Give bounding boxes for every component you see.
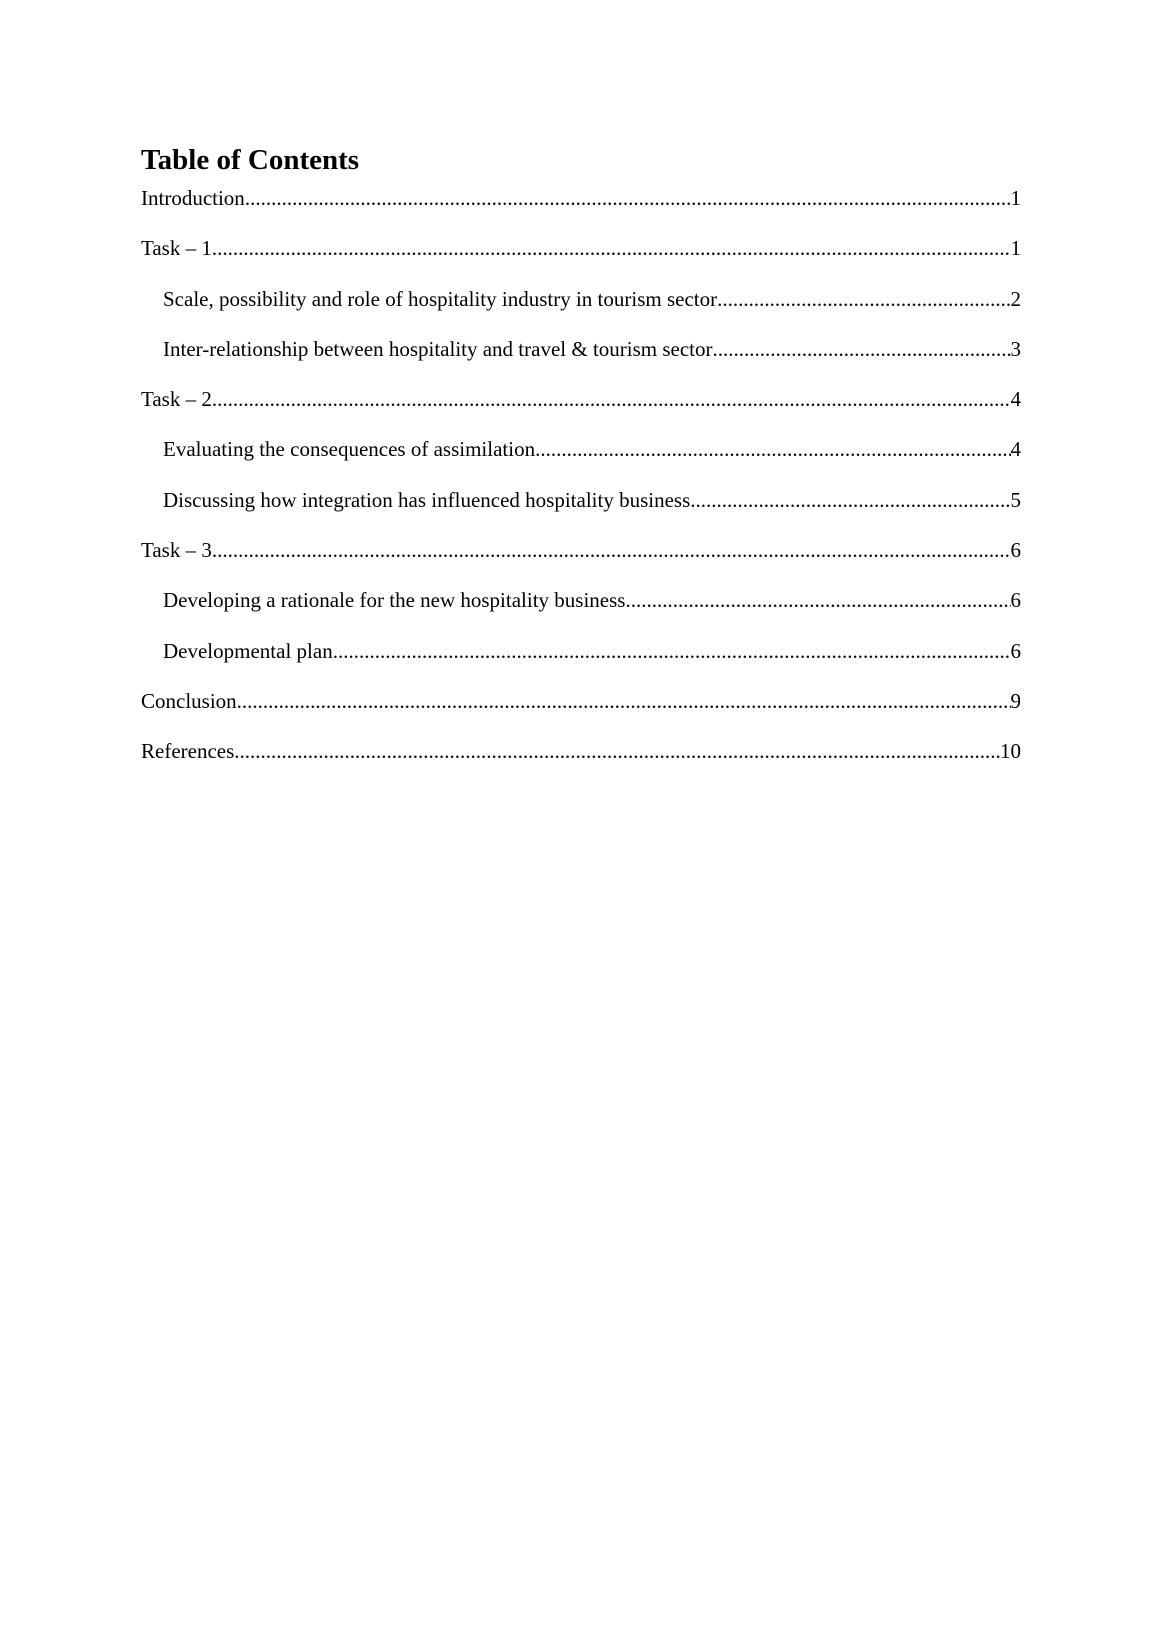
toc-leader — [333, 638, 1011, 664]
toc-entry-text: Task – 1 — [141, 236, 212, 261]
toc-entry-text: References — [141, 739, 235, 764]
toc-entry-text: Task – 2 — [141, 387, 212, 412]
toc-leader — [690, 487, 1010, 513]
toc-entry-discussing-integration[interactable] — [141, 487, 1021, 537]
toc-leader — [625, 587, 1010, 613]
toc-entry-page: 6 — [1010, 638, 1021, 663]
toc-entry-introduction[interactable] — [141, 185, 1021, 235]
toc-entry-developing-rationale[interactable] — [141, 587, 1021, 637]
toc-entry-page: 3 — [1010, 336, 1021, 361]
toc-entry-text: Developmental plan — [163, 638, 333, 663]
toc-leader — [234, 738, 1000, 764]
toc-leader — [212, 537, 1011, 563]
toc-entry-references[interactable] — [141, 738, 1021, 788]
toc-entry-scale-possibility-role[interactable] — [141, 286, 1021, 336]
toc-entry-page: 9 — [1010, 688, 1021, 713]
toc-entry-text: Discussing how integration has influenced hospitality business — [163, 487, 691, 512]
toc-entry-inter-relationship[interactable] — [141, 336, 1021, 386]
toc-list — [141, 185, 1021, 789]
toc-leader — [717, 286, 1010, 312]
toc-entry-page: 2 — [1010, 286, 1021, 311]
toc-entry-page: 4 — [1010, 387, 1021, 412]
toc-entry-text: Inter-relationship between hospitality and travel & tourism sector — [163, 336, 713, 361]
toc-entry-page: 4 — [1010, 437, 1021, 462]
toc-entry-developmental-plan[interactable] — [141, 638, 1021, 688]
toc-entry-page: 6 — [1010, 588, 1021, 613]
toc-leader — [237, 688, 1011, 714]
toc-leader — [713, 336, 1011, 362]
toc-entry-task-3[interactable] — [141, 537, 1021, 587]
toc-entry-page: 1 — [1010, 186, 1021, 210]
toc-leader — [535, 436, 1010, 462]
toc-entry-page: 6 — [1010, 538, 1021, 563]
toc-entry-evaluating-consequences[interactable] — [141, 436, 1021, 486]
toc-leader — [212, 386, 1011, 412]
toc-entry-page: 1 — [1010, 236, 1021, 261]
toc-entry-page: 10 — [1000, 739, 1021, 764]
toc-entry-text: Introduction — [141, 186, 245, 210]
toc-entry-task-2[interactable] — [141, 386, 1021, 436]
toc-entry-conclusion[interactable] — [141, 688, 1021, 738]
toc-entry-text: Evaluating the consequences of assimilation — [163, 437, 536, 462]
toc-entry-page: 5 — [1010, 487, 1021, 512]
toc-leader — [245, 185, 1011, 211]
toc-entry-text: Task – 3 — [141, 538, 212, 563]
toc-entry-text: Scale, possibility and role of hospitality industry in tourism sector — [163, 286, 718, 311]
toc-entry-text: Conclusion — [141, 688, 237, 713]
toc-leader — [212, 235, 1011, 261]
toc-title: Table of Contents — [141, 144, 360, 176]
toc-entry-task-1[interactable] — [141, 235, 1021, 285]
document-page — [141, 138, 1021, 789]
toc-entry-text: Developing a rationale for the new hospitality business — [163, 588, 626, 613]
